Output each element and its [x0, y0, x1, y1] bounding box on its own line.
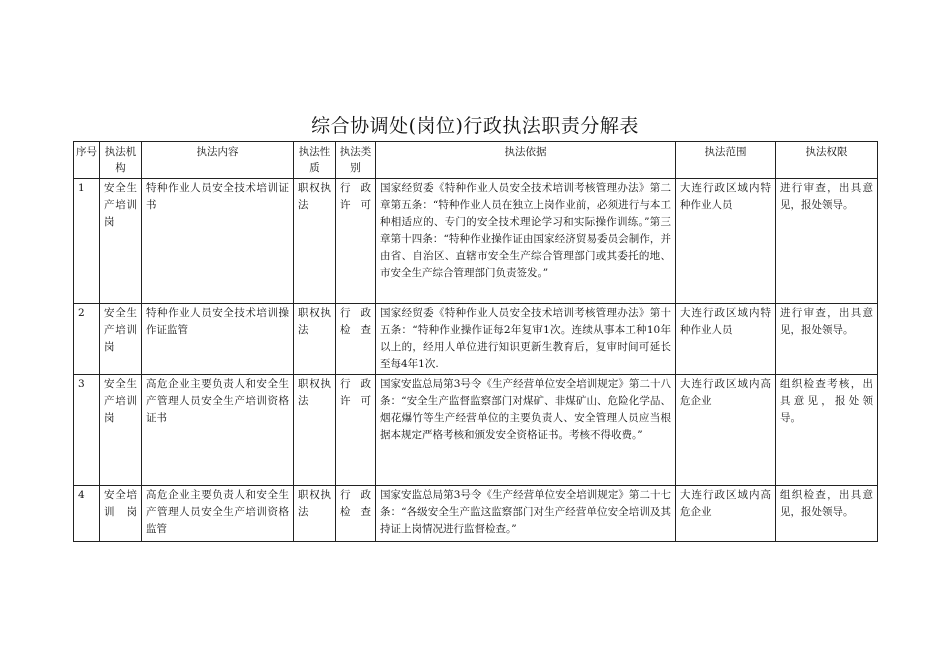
cell-scope: 大连行政区域内高危企业 [676, 486, 776, 542]
cell-class: 行政检查 [336, 486, 376, 542]
cell-basis: 国家经贸委《特种作业人员安全技术培训考核管理办法》第二章第五条：“特种作业人员在独立上岗作业前，必须进行与本工种相适应的、专门的安全技术理论学习和实际操作训练。”第三章第十四条：“特种作业操作证由国家经济贸易委员会制作，并由省、自治区、直辖市安全生产综合管理部门或其委托的地、市安全生产综合管理部门负责签发。” [376, 179, 676, 304]
header-row [74, 142, 878, 179]
table-row [74, 486, 878, 542]
cell-class: 行政许可 [336, 375, 376, 486]
cell-org: 安全培训岗 [100, 486, 142, 542]
cell-class: 行政许可 [336, 179, 376, 304]
cell-no: 2 [74, 304, 100, 375]
cell-org: 安全生产培训岗 [100, 375, 142, 486]
header-basis: 执法依据 [376, 142, 676, 179]
cell-scope: 大连行政区域内特种作业人员 [676, 179, 776, 304]
cell-power: 进行审查，出具意见，报处领导。 [776, 304, 878, 375]
cell-no: 4 [74, 486, 100, 542]
table-row [74, 304, 878, 375]
page-title: 综合协调处(岗位)行政执法职责分解表 [311, 115, 639, 137]
cell-basis: 国家经贸委《特种作业人员安全技术培训考核管理办法》第十五条：“特种作业操作证每2年复审1次。连续从事本工种10年以上的，经用人单位进行知识更新生教育后，复审时间可延长至每4年1次. [376, 304, 676, 375]
header-nature: 执法性质 [294, 142, 336, 179]
cell-power: 组织检查考核，出具意见，报处领导。 [776, 375, 878, 486]
cell-class: 行政检查 [336, 304, 376, 375]
cell-no: 1 [74, 179, 100, 304]
cell-scope: 大连行政区域内特种作业人员 [676, 304, 776, 375]
cell-org: 安全生产培训岗 [100, 304, 142, 375]
cell-power: 组织检查，出具意见，报处领导。 [776, 486, 878, 542]
cell-scope: 大连行政区域内高危企业 [676, 375, 776, 486]
cell-nature: 职权执法 [294, 179, 336, 304]
cell-basis: 国家安监总局第3号令《生产经营单位安全培训规定》第二十八条：“安全生产监督监察部门对煤矿、非煤矿山、危险化学品、烟花爆竹等生产经营单位的主要负责人、安全管理人员应当根据本规定严格考核和颁发安全资格证书。考核不得收费。” [376, 375, 676, 486]
cell-content: 特种作业人员安全技术培训操作证监管 [142, 304, 294, 375]
table-row [74, 375, 878, 486]
cell-content: 高危企业主要负责人和安全生产管理人员安全生产培训资格证书 [142, 375, 294, 486]
cell-nature: 职权执法 [294, 304, 336, 375]
cell-nature: 职权执法 [294, 375, 336, 486]
cell-no: 3 [74, 375, 100, 486]
cell-power: 进行审查，出具意见，报处领导。 [776, 179, 878, 304]
cell-content: 特种作业人员安全技术培训证书 [142, 179, 294, 304]
cell-nature: 职权执法 [294, 486, 336, 542]
header-class: 执法类别 [336, 142, 376, 179]
header-scope: 执法范围 [676, 142, 776, 179]
cell-content: 高危企业主要负责人和安全生产管理人员安全生产培训资格监管 [142, 486, 294, 542]
cell-org: 安全生产培训岗 [100, 179, 142, 304]
table-row [74, 179, 878, 304]
cell-basis: 国家安监总局第3号令《生产经营单位安全培训规定》第二十七条：“各级安全生产监这监察部门对生产经营单位安全培训及其持证上岗情况进行监督检查。” [376, 486, 676, 542]
header-content: 执法内容 [142, 142, 294, 179]
header-no: 序号 [74, 142, 100, 179]
header-org: 执法机构 [100, 142, 142, 179]
header-power: 执法权限 [776, 142, 878, 179]
duty-table [73, 141, 878, 542]
